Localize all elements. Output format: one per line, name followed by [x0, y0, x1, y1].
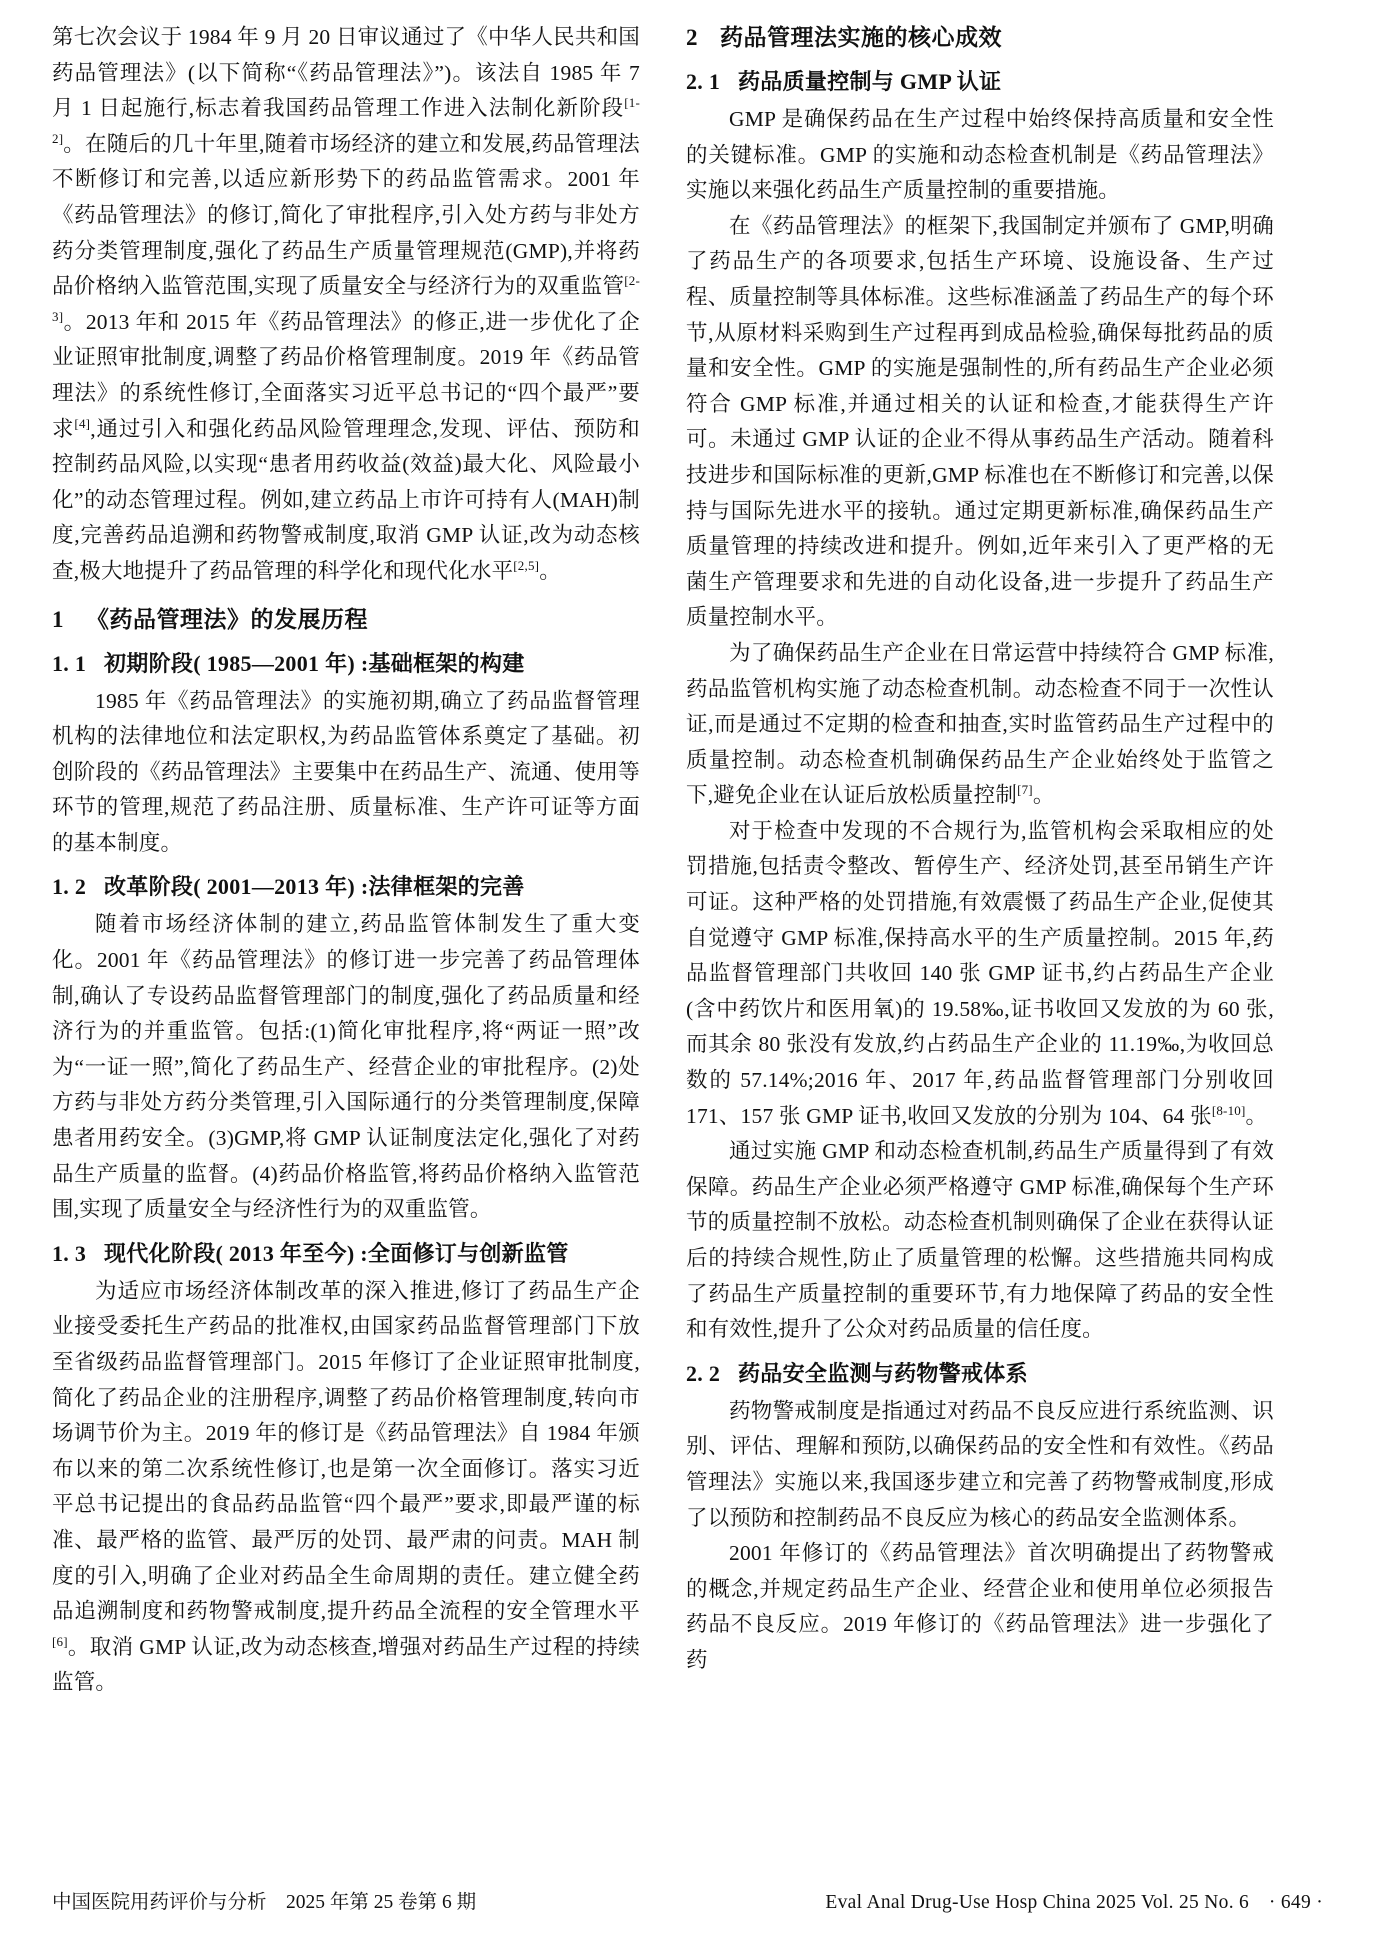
citation-ref-6: [6]	[52, 1633, 68, 1649]
paragraph-2-1-2: 在《药品管理法》的框架下,我国制定并颁布了 GMP,明确了药品生产的各项要求,包括生产环境、设施设备、生产过程、质量控制等具体标准。这些标准涵盖了药品生产的每个环节,从原材料采购到生产过程再到成品检验,确保每批药品的质量和安全性。GMP 的实施是强制性的,所有药品生产企业必须符合 GMP 标准,并通过相关的认证和检查,才能获得生产许可。未通过 GMP 认证的企业不得从事药品生产活动。随着科技进步和国际标准的更新,GMP 标准也在不断修订和完善,以保持与国际先进水平的接轨。通过定期更新标准,确保药品生产质量管理的持续改进和提升。例如,近年来引入了更严格的无菌生产管理要求和先进的自动化设备,进一步提升了药品生产质量控制水平。	[686, 213, 1274, 630]
citation-ref-4: [2,5]	[513, 557, 540, 573]
paragraph-2-2-1: 药物警戒制度是指通过对药品不良反应进行系统监测、识别、评估、理解和预防,以确保药品的安全性和有效性。《药品管理法》实施以来,我国逐步建立和完善了药物警戒制度,形成了以预防和控制药品不良反应为核心的药品安全监测体系。	[686, 1398, 1274, 1530]
paragraph-2-2-2: 2001 年修订的《药品管理法》首次明确提出了药物警戒的概念,并规定药品生产企业、经营企业和使用单位必须报告药品不良反应。2019 年修订的《药品管理法》进一步强化了药	[686, 1541, 1274, 1672]
subsection-number-2-2: 2. 2	[686, 1360, 721, 1386]
subsection-heading-2-2	[686, 1356, 1274, 1392]
subsection-title-2-2: 药品安全监测与药物警戒体系	[738, 1360, 1028, 1386]
right-column	[686, 20, 1274, 1832]
paragraph-2-1-3-part-2: 。	[1032, 783, 1055, 808]
paragraph-2-1-4	[686, 814, 1274, 1134]
paragraph-2-1-3	[686, 636, 1274, 814]
subsection-heading-1-3	[52, 1236, 640, 1272]
citation-ref-8: [8-10]	[1211, 1102, 1246, 1118]
paragraph-1-3-1-part-2: 。取消 GMP 认证,改为动态核查,增强对药品生产过程的持续监管。	[52, 1634, 640, 1695]
citation-ref-3: [4]	[74, 415, 91, 431]
subsection-number-2-1: 2. 1	[686, 69, 721, 94]
citation-ref-7: [7]	[1017, 782, 1033, 798]
section-title-1: 《药品管理法》的发展历程	[86, 606, 368, 632]
subsection-number-1-3: 1. 3	[52, 1240, 87, 1266]
subsection-heading-1-2	[52, 869, 640, 905]
paragraph-1-3-1	[52, 1274, 640, 1701]
subsection-heading-2-1	[686, 64, 1274, 100]
section-number-2: 2	[686, 25, 698, 50]
citation-ref-1: [1-2]	[52, 95, 640, 146]
intro-paragraph	[52, 20, 640, 590]
subsection-title-1-2: 改革阶段( 2001—2013 年) :法律框架的完善	[104, 874, 525, 900]
intro-text-part-3: 。2013 年和 2015 年《药品管理法》的修正,进一步优化了企业证照审批制度,调整了药品价格管理制度。2019 年《药品管理法》的系统性修订,全面落实习近平总书记的“四个最严”要求	[52, 309, 640, 441]
paragraph-1-3-1-part-1: 为适应市场经济体制改革的深入推进,修订了药品生产企业接受委托生产药品的批准权,由国家药品监督管理部门下放至省级药品监督管理部门。2015 年修订了企业证照审批制度,简化了药品企业的注册程序,调整了药品价格管理制度,转向市场调节价为主。2019 年的修订是《药品管理法》自 1984 年颁布以来的第二次系统性修订,也是第一次全面修订。落实习近平总书记提出的食品药品监管“四个最严”要求,即最严谨的标准、最严格的监管、最严厉的处罚、最严肃的问责。MAH 制度的引入,明确了企业对药品全生命周期的责任。建立健全药品追溯制度和药物警戒制度,提升药品全流程的安全管理水平	[52, 1278, 640, 1624]
paragraph-2-1-4-part-2: 。	[1245, 1103, 1268, 1128]
subsection-title-1-3: 现代化阶段( 2013 年至今) :全面修订与创新监管	[104, 1240, 569, 1266]
footer-journal-chinese: 中国医院用药评价与分析 2025 年第 25 卷第 6 期	[52, 1892, 477, 1913]
subsection-number-1-1: 1. 1	[52, 650, 87, 676]
intro-text-part-1: 第七次会议于 1984 年 9 月 20 日审议通过了《中华人民共和国药品管理法》(以下简称“《药品管理法》”)。该法自 1985 年 7 月 1 日起施行,标志着我国药品管理工作进入法制化新阶段	[52, 25, 640, 121]
paragraph-2-1-4-part-1: 对于检查中发现的不合规行为,监管机构会采取相应的处罚措施,包括责令整改、暂停生产、经济处罚,甚至吊销生产许可证。这种严格的处罚措施,有效震慑了药品生产企业,促使其自觉遵守 GMP 标准,保持高水平的生产质量控制。2015 年,药品监督管理部门共收回 140 张 GMP 证书,约占药品生产企业(含中药饮片和医用氧)的 19.58‰,证书收回又发放的为 60 张,而其余 80 张没有发放,约占药品生产企业的 11.19‰,为收回总数的 57.14%;2016 年、2017 年,药品监督管理部门分别收回 171、157 张 GMP 证书,收回又发放的分别为 104、64 张	[686, 818, 1274, 1128]
paragraph-1-1-1: 1985 年《药品管理法》的实施初期,确立了药品监督管理机构的法律地位和法定职权,为药品监管体系奠定了基础。初创阶段的《药品管理法》主要集中在药品生产、流通、使用等环节的管理,规范了药品注册、质量标准、生产许可证等方面的基本制度。	[52, 688, 640, 855]
paragraph-2-1-1: GMP 是确保药品在生产过程中始终保持高质量和安全性的关键标准。GMP 的实施和动态检查机制是《药品管理法》实施以来强化药品生产质量控制的重要措施。	[686, 107, 1274, 203]
intro-text-end: 。	[539, 558, 561, 583]
two-column-body	[52, 20, 1323, 1832]
subsection-heading-1-1	[52, 646, 640, 682]
intro-text-part-4: ,通过引入和强化药品风险管理理念,发现、评估、预防和控制药品风险,以实现“患者用药收益(效益)最大化、风险最小化”的动态管理过程。例如,建立药品上市许可持有人(MAH)制度,完善药品追溯和药物警戒制度,取消 GMP 认证,改为动态核查,极大地提升了药品管理的科学化和现代化水平	[52, 416, 641, 583]
section-heading-2	[686, 20, 1274, 56]
left-column	[52, 20, 640, 1832]
subsection-number-1-2: 1. 2	[52, 874, 87, 900]
paragraph-2-1-3-part-1: 为了确保药品生产企业在日常运营中持续符合 GMP 标准,药品监管机构实施了动态检查机制。动态检查不同于一次性认证,而是通过不定期的检查和抽查,实时监管药品生产过程中的质量控制。动态检查机制确保药品生产企业始终处于监管之下,避免企业在认证后放松质量控制	[686, 640, 1274, 808]
page-footer	[52, 1890, 1323, 1916]
subsection-title-2-1: 药品质量控制与 GMP 认证	[738, 69, 1002, 94]
intro-text-part-2: 。在随后的几十年里,随着市场经济的建立和发展,药品管理法不断修订和完善,以适应新形势下的药品监管需求。2001 年《药品管理法》的修订,简化了审批程序,引入处方药与非处方药分类管理制度,强化了药品生产质量管理规范(GMP),并将药品价格纳入监管范围,实现了质量安全与经济行为的双重监管	[52, 131, 640, 299]
footer-journal-english: Eval Anal Drug-Use Hosp China 2025 Vol. 25 No. 6 · 649 ·	[825, 1892, 1323, 1913]
section-heading-1	[52, 602, 640, 638]
paragraph-2-1-5: 通过实施 GMP 和动态检查机制,药品生产质量得到了有效保障。药品生产企业必须严格遵守 GMP 标准,确保每个生产环节的质量控制不放松。动态检查机制则确保了企业在获得认证后的持续合规性,防止了质量管理的松懈。这些措施共同构成了药品生产质量控制的重要环节,有力地保障了药品的安全性和有效性,提升了公众对药品质量的信任度。	[686, 1139, 1274, 1342]
citation-ref-2: [2-3]	[52, 273, 640, 324]
subsection-title-1-1: 初期阶段( 1985—2001 年) :基础框架的构建	[104, 650, 525, 676]
section-title-2: 药品管理法实施的核心成效	[720, 25, 1002, 50]
paragraph-1-2-1: 随着市场经济体制的建立,药品监管体制发生了重大变化。2001 年《药品管理法》的修订进一步完善了药品管理体制,确认了专设药品监督管理部门的制度,强化了药品质量和经济行为的并重监管。包括:(1)简化审批程序,将“两证一照”改为“一证一照”,简化了药品生产、经营企业的审批程序。(2)处方药与非处方药分类管理,引入国际通行的分类管理制度,保障患者用药安全。(3)GMP,将 GMP 认证制度法定化,强化了对药品生产质量的监督。(4)药品价格监管,将药品价格纳入监管范围,实现了质量安全与经济性行为的双重监管。	[52, 912, 640, 1222]
section-number-1: 1	[52, 606, 64, 632]
